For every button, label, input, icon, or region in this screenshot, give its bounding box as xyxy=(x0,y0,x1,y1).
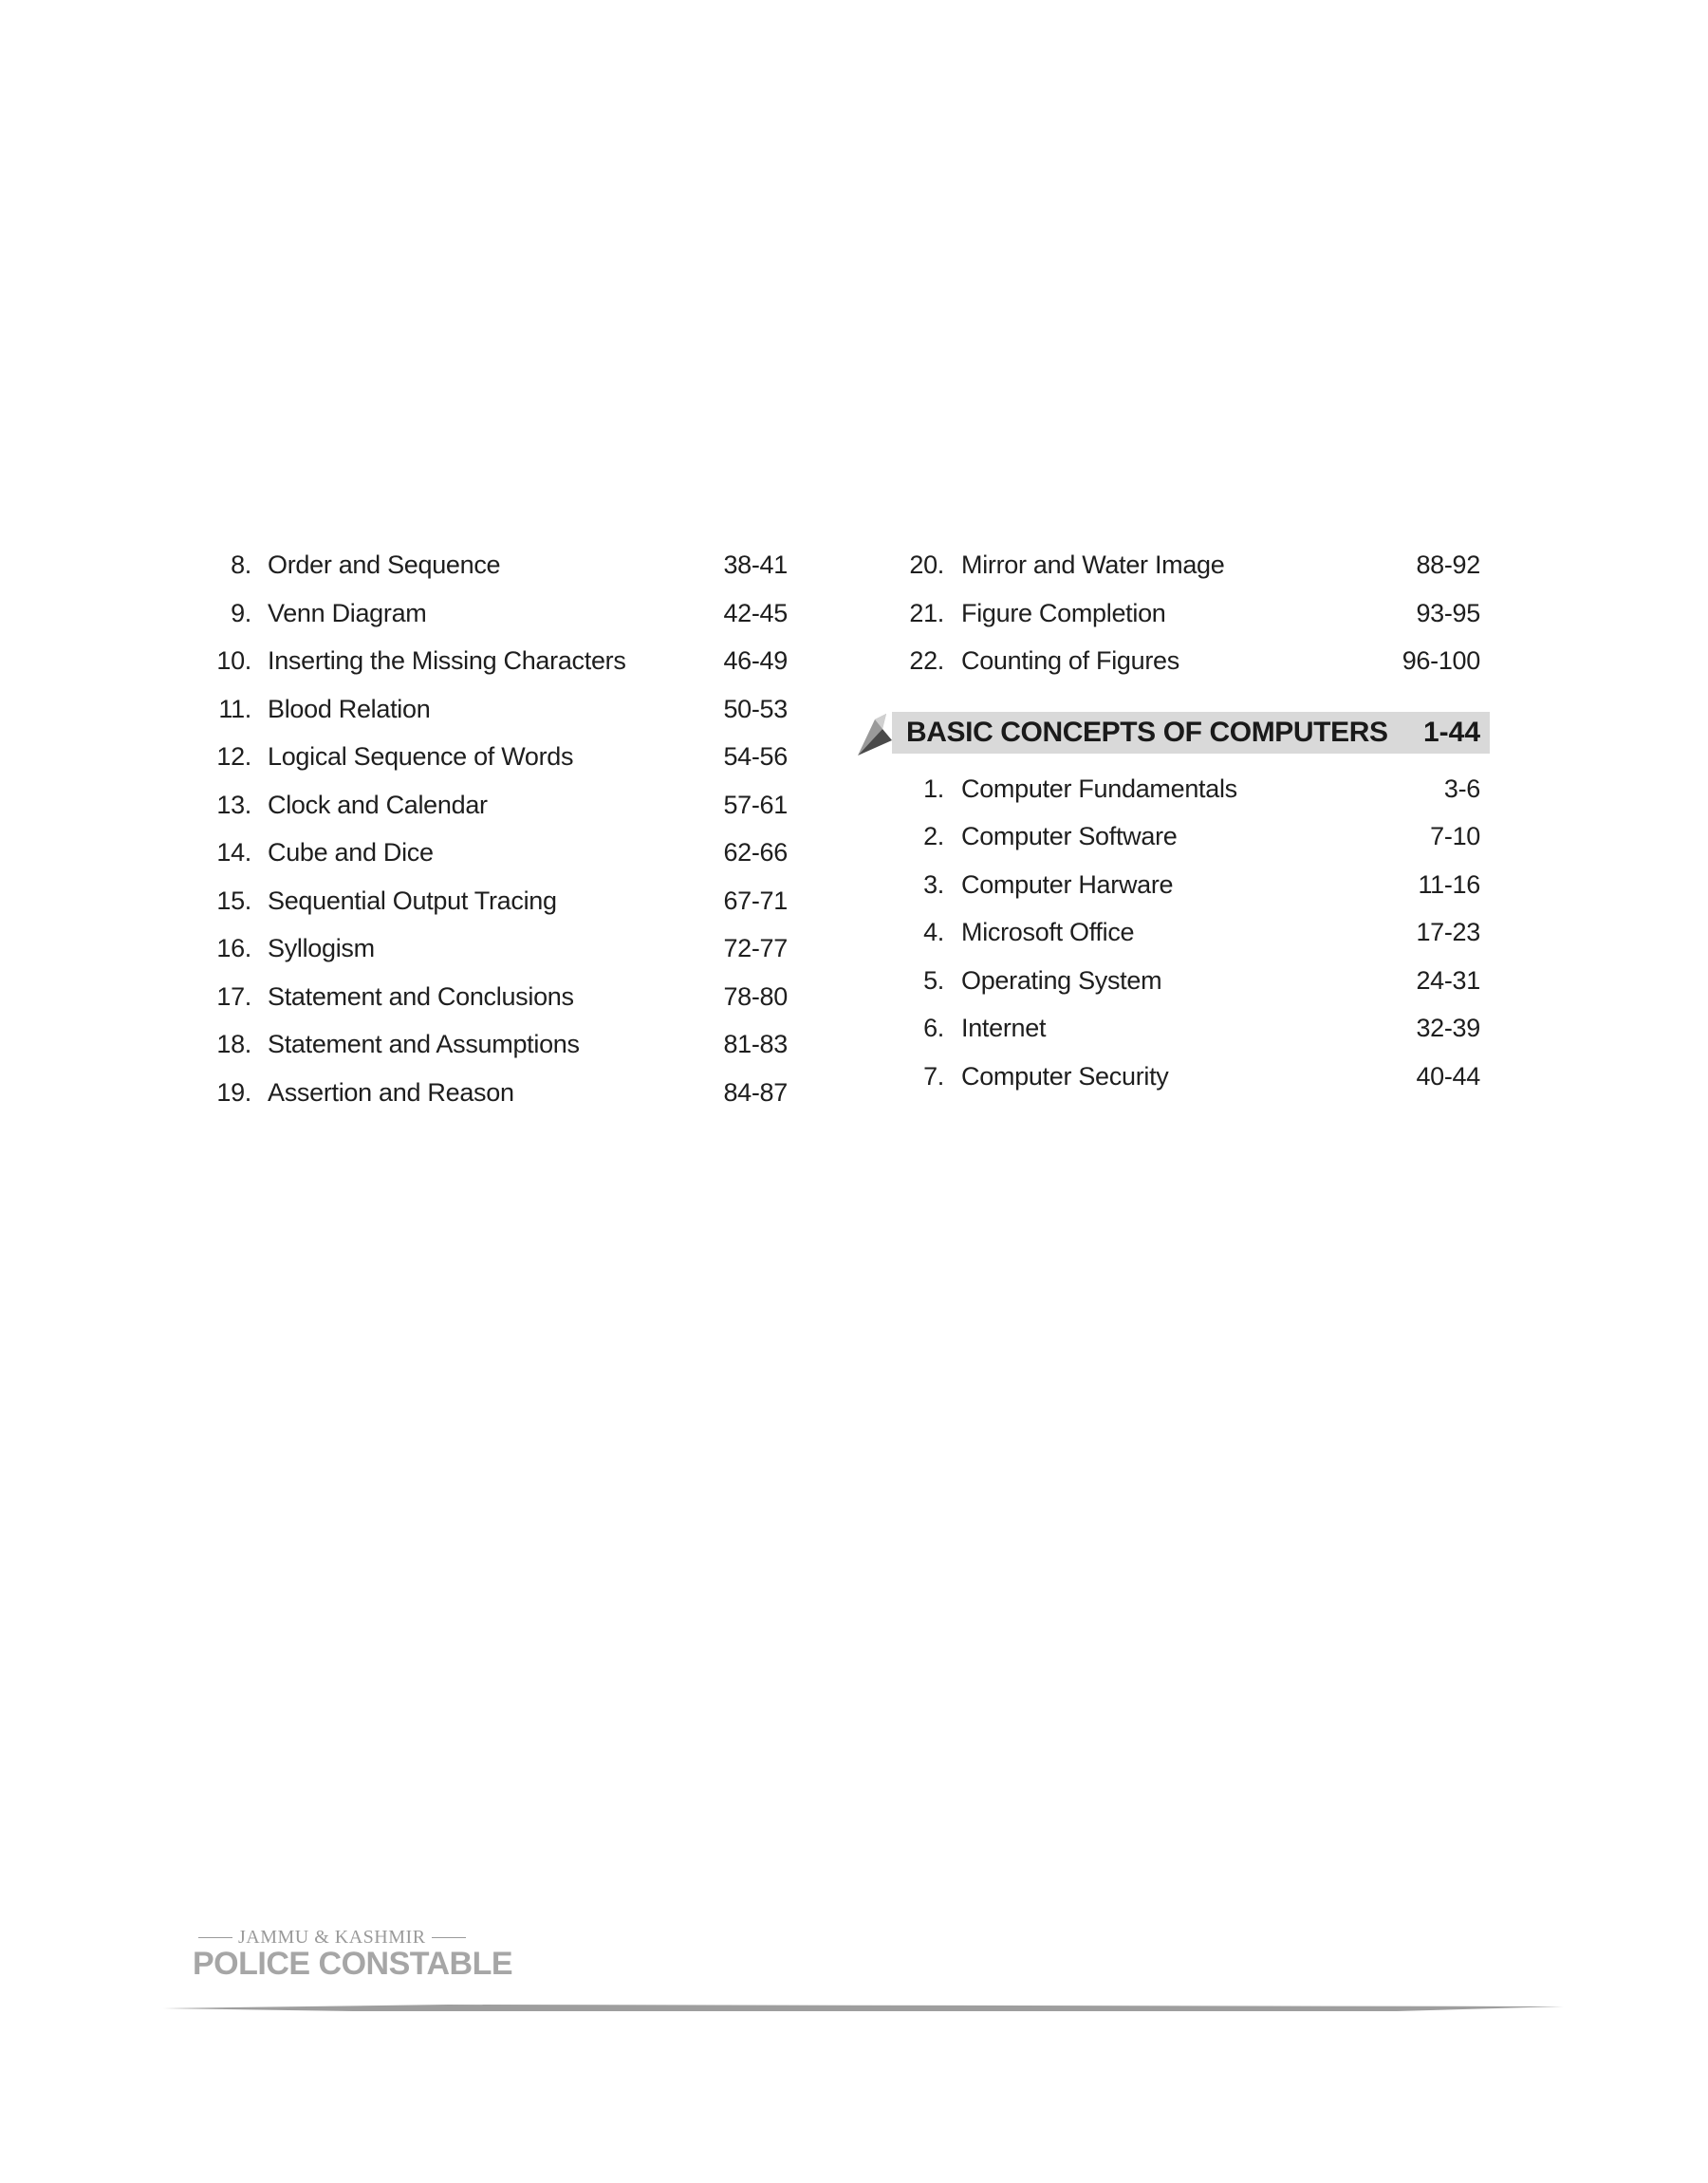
entry-number: 21. xyxy=(909,598,944,627)
section-pages: 1-44 xyxy=(1422,716,1480,748)
entry-title: Computer Security xyxy=(961,1061,1169,1091)
toc-entry[interactable] xyxy=(854,589,1490,638)
entry-pages: 54-56 xyxy=(723,742,788,771)
entry-pages: 3-6 xyxy=(1443,774,1480,803)
toc-entry[interactable] xyxy=(854,1004,1490,1053)
entry-pages: 17-23 xyxy=(1416,918,1480,946)
entry-number: 12. xyxy=(216,742,251,771)
entry-title: Mirror and Water Image xyxy=(961,550,1225,579)
entry-title: Internet xyxy=(961,1014,1047,1042)
entry-number: 1. xyxy=(923,774,944,803)
entry-title: Computer Fundamentals xyxy=(961,774,1237,803)
entry-title: Venn Diagram xyxy=(268,598,427,627)
entry-number: 8. xyxy=(231,550,251,579)
entry-title: Counting of Figures xyxy=(961,646,1179,675)
entry-title: Sequential Output Tracing xyxy=(268,886,557,915)
toc-entry[interactable] xyxy=(854,957,1490,1005)
entry-pages: 84-87 xyxy=(723,1077,788,1107)
entry-title: Syllogism xyxy=(268,934,375,962)
entry-number: 18. xyxy=(216,1030,251,1058)
entry-number: 9. xyxy=(231,598,251,627)
entry-title: Operating System xyxy=(961,965,1162,995)
toc-entry[interactable] xyxy=(199,877,788,925)
entry-pages: 72-77 xyxy=(723,934,788,962)
entry-number: 11. xyxy=(218,694,251,723)
entry-title: Blood Relation xyxy=(268,694,431,723)
entry-title: Logical Sequence of Words xyxy=(268,742,574,771)
entry-title: Order and Sequence xyxy=(268,550,501,579)
entry-title: Assertion and Reason xyxy=(268,1077,514,1107)
brand-rule-left xyxy=(198,1937,232,1938)
entry-pages: 40-44 xyxy=(1416,1061,1480,1091)
entry-pages: 32-39 xyxy=(1416,1014,1480,1042)
brand-main-text: POLICE CONSTABLE xyxy=(193,1946,513,1982)
entry-title: Statement and Assumptions xyxy=(268,1030,580,1058)
entry-pages: 57-61 xyxy=(723,790,788,819)
entry-pages: 62-66 xyxy=(723,838,788,867)
entry-number: 20. xyxy=(909,550,944,579)
entry-title: Figure Completion xyxy=(961,598,1166,627)
pen-nib-icon xyxy=(854,712,898,757)
entry-number: 13. xyxy=(216,790,251,819)
entry-number: 19. xyxy=(216,1077,251,1107)
toc-entry[interactable] xyxy=(854,812,1490,861)
entry-pages: 50-53 xyxy=(723,694,788,723)
entry-title: Computer Harware xyxy=(961,869,1174,899)
entry-pages: 24-31 xyxy=(1416,965,1480,995)
entry-pages: 93-95 xyxy=(1416,598,1480,627)
toc-entry[interactable] xyxy=(854,908,1490,957)
footer-divider xyxy=(163,2004,1564,2012)
toc-entry[interactable] xyxy=(199,973,788,1021)
toc-entry[interactable] xyxy=(199,589,788,638)
entry-number: 15. xyxy=(216,886,251,915)
entry-pages: 78-80 xyxy=(723,981,788,1011)
entry-number: 2. xyxy=(923,822,944,850)
entry-number: 22. xyxy=(909,646,944,675)
entry-pages: 38-41 xyxy=(723,550,788,579)
toc-entry[interactable] xyxy=(199,1069,788,1117)
toc-entry[interactable] xyxy=(199,733,788,781)
toc-entry[interactable] xyxy=(854,765,1490,813)
entry-number: 5. xyxy=(923,965,944,995)
toc-entry[interactable] xyxy=(854,1053,1490,1101)
entry-pages: 88-92 xyxy=(1416,550,1480,579)
toc-entry[interactable] xyxy=(854,541,1490,589)
toc-entry[interactable] xyxy=(199,637,788,685)
entry-title: Computer Software xyxy=(961,822,1178,850)
section-title: BASIC CONCEPTS OF COMPUTERS xyxy=(906,716,1388,748)
entry-number: 3. xyxy=(923,869,944,899)
entry-number: 6. xyxy=(923,1014,944,1042)
toc-entry[interactable] xyxy=(199,829,788,877)
entry-title: Clock and Calendar xyxy=(268,790,488,819)
entry-title: Cube and Dice xyxy=(268,838,434,867)
toc-entry[interactable] xyxy=(199,924,788,973)
footer-brand-logo xyxy=(193,1927,534,1981)
entry-number: 14. xyxy=(216,838,251,867)
entry-pages: 96-100 xyxy=(1402,646,1480,675)
entry-pages: 7-10 xyxy=(1430,822,1480,850)
entry-pages: 67-71 xyxy=(723,886,788,915)
toc-entry[interactable] xyxy=(854,637,1490,685)
brand-top-text: JAMMU & KASHMIR xyxy=(238,1927,426,1948)
entry-title: Inserting the Missing Characters xyxy=(268,646,626,675)
section-heading[interactable] xyxy=(854,712,1490,754)
entry-number: 7. xyxy=(923,1061,944,1091)
toc-left-column xyxy=(199,541,788,1116)
entry-number: 10. xyxy=(216,646,251,675)
entry-title: Microsoft Office xyxy=(961,918,1135,946)
toc-entry[interactable] xyxy=(199,1020,788,1069)
brand-rule-right xyxy=(432,1937,466,1938)
entry-number: 17. xyxy=(216,981,251,1011)
entry-number: 16. xyxy=(216,934,251,962)
entry-pages: 81-83 xyxy=(723,1030,788,1058)
entry-pages: 46-49 xyxy=(723,646,788,675)
toc-entry[interactable] xyxy=(199,685,788,734)
toc-entry[interactable] xyxy=(854,861,1490,909)
entry-pages: 42-45 xyxy=(723,598,788,627)
entry-pages: 11-16 xyxy=(1418,869,1480,899)
entry-title: Statement and Conclusions xyxy=(268,981,574,1011)
toc-entry[interactable] xyxy=(199,541,788,589)
toc-right-column xyxy=(854,541,1490,1100)
entry-number: 4. xyxy=(923,918,944,946)
toc-entry[interactable] xyxy=(199,781,788,830)
